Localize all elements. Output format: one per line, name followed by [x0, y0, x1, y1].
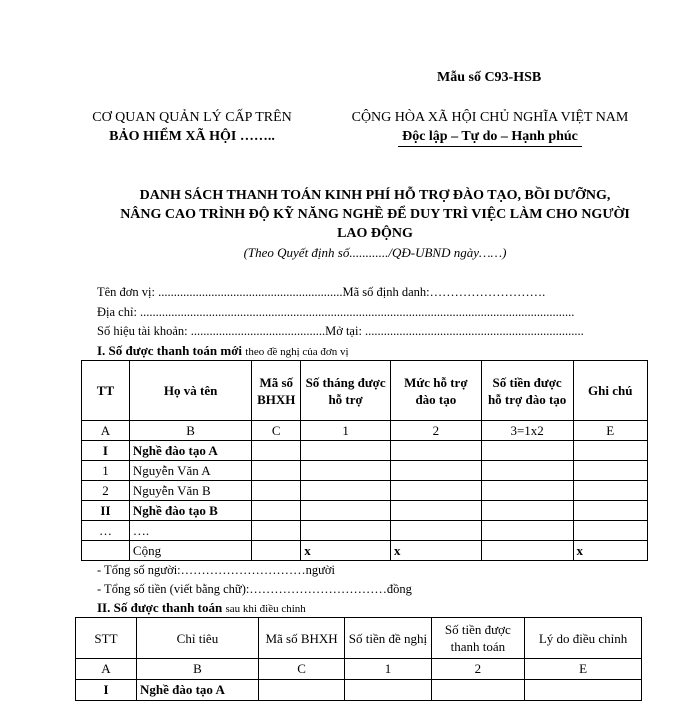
unit-name-line: Tên đơn vị: ...........................................................Mã số định danh:………………………. [97, 285, 546, 299]
row-name: Nghề đào tạo B [129, 501, 251, 521]
table-row [82, 481, 648, 501]
row-number: I [76, 680, 137, 701]
row-number: 1 [82, 461, 130, 481]
row-number [82, 541, 130, 561]
row-cell [573, 461, 648, 481]
table-row [82, 441, 648, 461]
row-cell [301, 521, 391, 541]
agency-line2: BẢO HIỂM XÃ HỘI …….. [109, 129, 275, 144]
header-tt: TT [82, 361, 130, 421]
code-cell: 3=1x2 [481, 421, 573, 441]
code-cell: E [573, 421, 648, 441]
document-title [80, 186, 670, 243]
header-months: Số tháng được hỗ trợ [301, 361, 391, 421]
row-cell [481, 501, 573, 521]
header-proposed: Số tiền đề nghị [345, 618, 431, 659]
row-cell [573, 481, 648, 501]
code-cell: C [252, 421, 301, 441]
nation-block [335, 108, 645, 147]
code-row [82, 421, 648, 441]
title-line2: NÂNG CAO TRÌNH ĐỘ KỸ NĂNG NGHỀ ĐỂ DUY TRÌ VIỆC LÀM CHO NGƯỜI [120, 207, 630, 222]
nation-line1: CỘNG HÒA XÃ HỘI CHỦ NGHĨA VIỆT NAM [351, 110, 629, 125]
section2-heading [97, 600, 306, 616]
code-cell: A [76, 659, 137, 680]
code-cell: A [82, 421, 130, 441]
total-people: - Tổng số người:…………………………người [97, 563, 336, 577]
row-cell [481, 521, 573, 541]
row-cell [525, 680, 642, 701]
code-cell: E [525, 659, 642, 680]
row-number: II [82, 501, 130, 521]
code-cell: B [136, 659, 258, 680]
row-name: …. [129, 521, 251, 541]
address-line: Địa chỉ: ........................................................................................................................................... [97, 305, 575, 319]
row-cell [573, 501, 648, 521]
title-line1: DANH SÁCH THANH TOÁN KINH PHÍ HỖ TRỢ ĐÀO TẠO, BỒI DƯỠNG, [139, 188, 611, 203]
row-name: Nguyễn Văn A [129, 461, 251, 481]
table-header-row [76, 618, 642, 659]
code-cell: 1 [301, 421, 391, 441]
title-line3: LAO ĐỘNG [337, 226, 413, 241]
row-cell: x [301, 541, 391, 561]
total-row [82, 541, 648, 561]
row-number: I [82, 441, 130, 461]
header-stt: STT [76, 618, 137, 659]
header-note: Ghi chú [573, 361, 648, 421]
row-cell [481, 481, 573, 501]
section2-note: sau khi điều chỉnh [225, 603, 306, 615]
total-label: Cộng [129, 541, 251, 561]
row-cell [390, 501, 481, 521]
row-cell [481, 541, 573, 561]
code-row [76, 659, 642, 680]
header-bhxh: Mã số BHXH [252, 361, 301, 421]
header-paid: Số tiền được thanh toán [431, 618, 524, 659]
code-cell: 1 [345, 659, 431, 680]
section2-table [75, 617, 642, 701]
section1-title: I. Số được thanh toán mới [97, 343, 243, 358]
agency-line1: CƠ QUAN QUẢN LÝ CẤP TRÊN [92, 110, 292, 125]
header-rate: Mức hỗ trợ đào tạo [390, 361, 481, 421]
row-cell [301, 501, 391, 521]
row-cell [252, 481, 301, 501]
code-cell: B [129, 421, 251, 441]
row-cell [390, 441, 481, 461]
header-item: Chỉ tiêu [136, 618, 258, 659]
row-number: … [82, 521, 130, 541]
row-cell [301, 441, 391, 461]
section1-note: theo đề nghị của đơn vị [245, 346, 349, 358]
total-money: - Tổng số tiền (viết bằng chữ):……………………………đồng [97, 582, 412, 596]
header-reason: Lý do điều chỉnh [525, 618, 642, 659]
header-bhxh: Mã số BHXH [258, 618, 344, 659]
row-cell [301, 481, 391, 501]
nation-motto: Độc lập – Tự do – Hạnh phúc [398, 127, 582, 147]
row-cell [481, 461, 573, 481]
section1-heading [97, 343, 349, 359]
agency-block [82, 108, 302, 146]
row-cell [301, 461, 391, 481]
account-line: Số hiệu tài khoản: ...........................................Mở tại: ...................................................................... [97, 324, 584, 338]
row-cell [390, 521, 481, 541]
row-cell [431, 680, 524, 701]
code-cell: C [258, 659, 344, 680]
section1-table [81, 360, 648, 561]
row-number: 2 [82, 481, 130, 501]
code-cell: 2 [390, 421, 481, 441]
row-cell [258, 680, 344, 701]
table-row [82, 501, 648, 521]
row-cell [345, 680, 431, 701]
form-number: Mẫu số C93-HSB [437, 70, 542, 85]
header-name: Họ và tên [129, 361, 251, 421]
row-cell [252, 521, 301, 541]
table-header-row [82, 361, 648, 421]
row-cell [573, 521, 648, 541]
row-cell [252, 501, 301, 521]
code-cell: 2 [431, 659, 524, 680]
row-cell [252, 461, 301, 481]
table-row [76, 680, 642, 701]
row-cell [481, 441, 573, 461]
row-name: Nghề đào tạo A [136, 680, 258, 701]
row-name: Nghề đào tạo A [129, 441, 251, 461]
row-cell [573, 441, 648, 461]
document-subtitle: (Theo Quyết định số............/QĐ-UBND ngày……) [243, 245, 507, 260]
row-cell: x [390, 541, 481, 561]
table-row [82, 461, 648, 481]
row-cell [390, 461, 481, 481]
section2-title: II. Số được thanh toán [97, 600, 223, 615]
row-cell [390, 481, 481, 501]
header-amount: Số tiền được hỗ trợ đào tạo [481, 361, 573, 421]
row-name: Nguyễn Văn B [129, 481, 251, 501]
row-cell [252, 541, 301, 561]
table-row [82, 521, 648, 541]
row-cell: x [573, 541, 648, 561]
row-cell [252, 441, 301, 461]
